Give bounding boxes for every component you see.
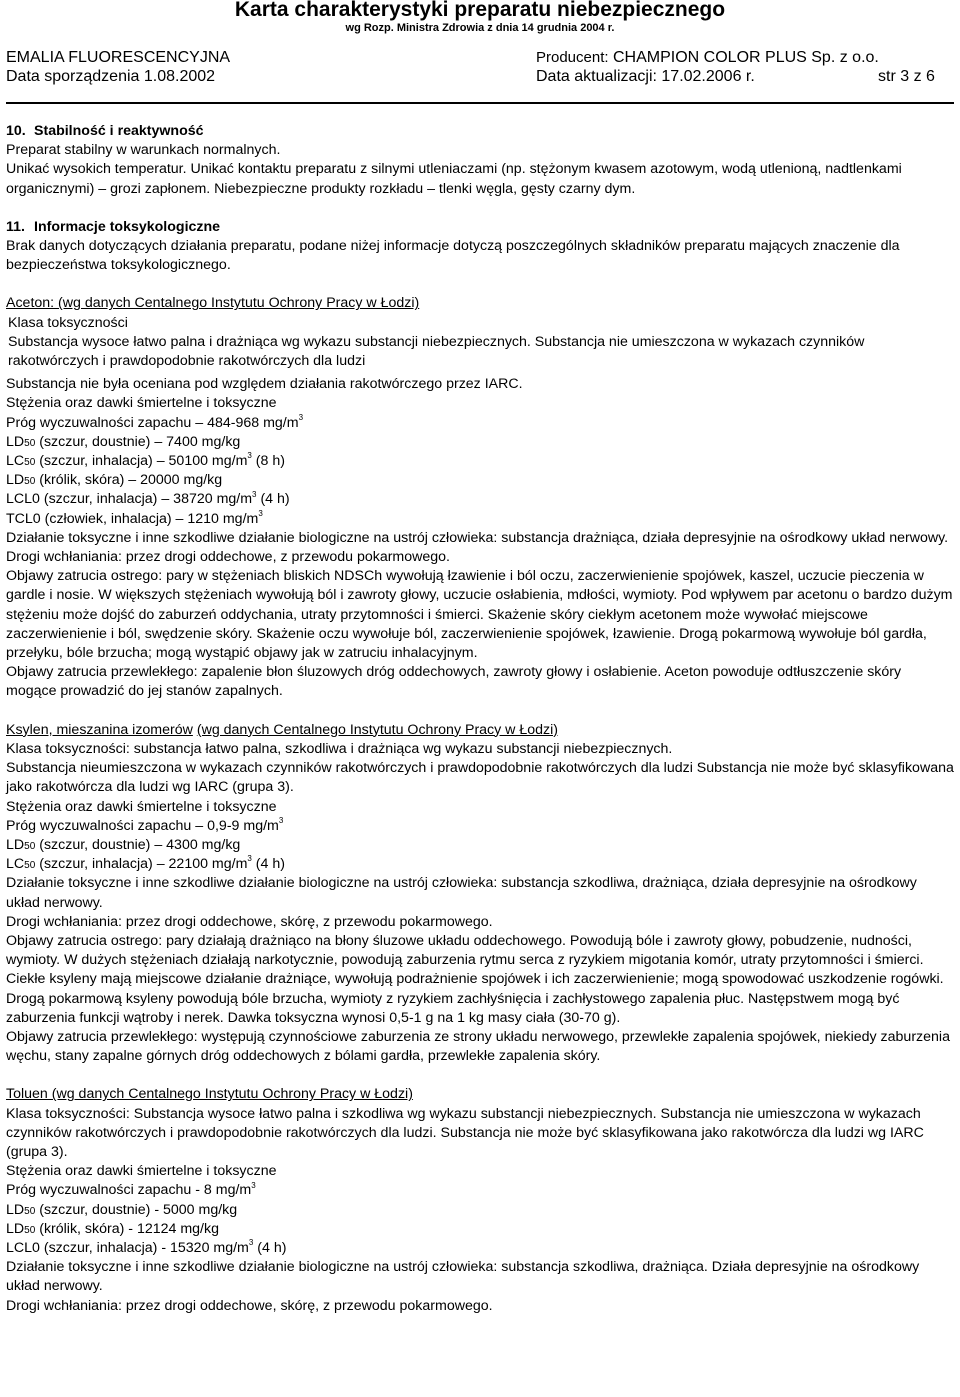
lcl0-inhalation: LCL0 (szczur, inhalacja) – 38720 $mg/m^3$ (4 h) <box>6 489 290 508</box>
ld50-oral: LD50 (szczur, doustnie) – 4300 mg/kg <box>6 836 241 853</box>
chronic-symptoms: Objawy zatrucia przewlekłego: występują czynnościowe zaburzenia ze strony układu nerwowego, przewlekłe zapalenia spojówek, niekiedy zaburzenia węchu, stany zapalne górnych dróg oddechowych z bólami gardła, przewlekłe zapalenia skóry. <box>6 1028 950 1065</box>
paragraph: Unikać wysokich temperatur. Unikać kontaktu preparatu z silnymi utleniaczami (np. stężonym kwasem azotowym, wodą utlenioną, nadtlenkami organicznymi) – grozi zapłonem. Niebezpieczne produkty rozkładu – tlenki węgla, gęsty czarny dym. <box>6 161 902 197</box>
iarc-note: Substancja nie była oceniana pod względem działania rakotwórczego przez IARC. <box>6 376 523 393</box>
ld50-skin: LD50 (królik, skóra) – 20000 mg/kg <box>6 472 223 489</box>
toxic-effect: Działanie toksyczne i inne szkodliwe działanie biologiczne na ustrój człowieka: substancja szkodliwa, drażniąca. Działa depresyjnie na ośrodkowy układ nerwowy. <box>6 1259 920 1295</box>
concentrations-title: Stężenia oraz dawki śmiertelne i toksyczne <box>6 1163 277 1180</box>
odour-threshold: Próg wyczuwalności zapachu – 0,9-9 $mg/m^3$ <box>6 815 284 834</box>
ld50-oral: LD50 (szczur, doustnie) – 7400 mg/kg <box>6 433 241 450</box>
concentrations-title: Stężenia oraz dawki śmiertelne i toksyczne <box>6 798 277 815</box>
section-title: Informacje toksykologiczne <box>34 218 221 235</box>
tcl0-inhalation: TCL0 (człowiek, inhalacja) – 1210 $mg/m^3$ <box>6 508 263 527</box>
ld50-skin: LD50 (królik, skóra) - 12124 mg/kg <box>6 1220 219 1237</box>
producer-label: Producent: <box>536 49 609 66</box>
absorption-routes: Drogi wchłaniania: przez drogi oddechowe, z przewodu pokarmowego. <box>6 549 450 566</box>
document-body <box>6 122 954 1316</box>
lc50-inhalation: LC50 (szczur, inhalacja) – 22100 $mg/m^3$ (4 h) <box>6 854 285 873</box>
updated-date: Data aktualizacji: 17.02.2006 r. <box>536 68 755 85</box>
paragraph: Preparat stabilny w warunkach normalnych. <box>6 142 281 159</box>
section-10-heading <box>6 122 954 141</box>
header-divider <box>6 102 954 104</box>
substance-heading-ksylen: Ksylen, mieszanina izomerów (wg danych Centalnego Instytutu Ochrony Pracy w Łodzi) <box>6 721 559 738</box>
odour-threshold: Próg wyczuwalności zapachu - 8 $mg/m^3$ <box>6 1180 256 1199</box>
section-11-heading <box>6 218 954 237</box>
absorption-routes: Drogi wchłaniania: przez drogi oddechowe, skórę, z przewodu pokarmowego. <box>6 1297 493 1314</box>
carcinogenicity-text: Substancja nieumieszczona w wykazach czynników rakotwórczych i prawdopodobnie rakotwórczych dla ludzi Substancja nie może być sklasyfikowana jako rakotwórcza dla ludzi wg IARC (grupa 3). <box>6 760 954 796</box>
concentrations-title: Stężenia oraz dawki śmiertelne i toksyczne <box>6 395 277 412</box>
toxic-effect: Działanie toksyczne i inne szkodliwe działanie biologiczne na ustrój człowieka: substancja szkodliwa, drażniąca, działa depresyjnie na ośrodkowy układ nerwowy. <box>6 875 917 911</box>
page-number: str 3 z 6 <box>878 68 935 85</box>
substance-heading-toluen: Toluen (wg danych Centalnego Instytutu Ochrony Pracy w Łodzi) <box>6 1086 413 1103</box>
paragraph: Brak danych dotyczących działania preparatu, podane niżej informacje dotyczą poszczególnych składników preparatu mających znaczenie dla bezpieczeństwa toksykologicznego. <box>6 238 900 274</box>
ld50-oral: LD50 (szczur, doustnie) - 5000 mg/kg <box>6 1201 238 1218</box>
document-title: Karta charakterystyki preparatu niebezpiecznego <box>234 0 726 21</box>
document-regulation: wg Rozp. Ministra Zdrowia z dnia 14 grudnia 2004 r. <box>345 22 615 34</box>
substance-heading-aceton: Aceton: (wg danych Centalnego Instytutu Ochrony Pracy w Łodzi) <box>6 295 420 312</box>
product-name: EMALIA FLUORESCENCYJNA <box>6 49 231 66</box>
acute-symptoms: Objawy zatrucia ostrego: pary w stężeniach bliskich NDSCh wywołują łzawienie i ból oczu, zaczerwienienie spojówek, kaszel, uczucie pieczenia w gardle i nosie. W większych stężeniach wywołują ból i zawroty głowy, uczucie osłabienia, mdłości, wymioty. Pod wpływem par acetonu o bardzo dużym stężeniu może dojść do zaburzeń oddychania, utraty przytomności i śmierci. Skażenie skóry ciekłym acetonem może wywołać miejscowe zaczerwienienie i ból, swędzenie skóry. Skażenie oczu wywołuje ból, zaczerwienienie spojówek, łzawienie. Drogą pokarmową wywołuje ból gardła, przełyku, bóle brzucha; mogą wystąpić objawy jak w zatruciu inhalacyjnym. <box>6 568 953 662</box>
producer <box>536 48 879 67</box>
classification-text: Klasa toksyczności: Substancja wysoce łatwo palna i szkodliwa wg wykazu substancji niebezpiecznych. Substancja nie umieszczona w wykazach czynników rakotwórczych i prawdopodobnie rakotwórczych dla ludzi. Substancja nie może być sklasyfikowana jako rakotwórcza dla ludzi wg IARC (grupa 3). <box>6 1105 924 1160</box>
prepared-date: Data sporządzenia 1.08.2002 <box>6 68 216 85</box>
classification-text: Klasa toksyczności: substancja łatwo palna, szkodliwa i drażniąca wg wykazu substancji niebezpiecznych. <box>6 740 673 757</box>
section-title: Stabilność i reaktywność <box>34 123 204 139</box>
lc50-inhalation: LC50 (szczur, inhalacja) – 50100 $mg/m^3$ (8 h) <box>6 451 285 470</box>
absorption-routes: Drogi wchłaniania: przez drogi oddechowe, skórę, z przewodu pokarmowego. <box>6 913 493 930</box>
acute-symptoms: Objawy zatrucia ostrego: pary działają drażniąco na błony śluzowe układu oddechowego. Powodują bóle i zawroty głowy, pobudzenie, nudności, wymioty. W dużych stężeniach działają narkotycznie, powodują zaburzenia rytmu serca z ryzykiem migotania komór, utraty przytomności i śmierci. Ciekłe ksyleny mają miejscowe działanie drażniące, wywołują podrażnienie spojówek i ich zaczerwienienie; mogą spowodować uszkodzenie rogówki. Drogą pokarmową ksyleny powodują bóle brzucha, wymioty z ryzykiem zachłyśnięcia i zachłystowego zapalenia płuc. Następstwem mogą być zaburzenia funkcji wątroby i nerek. Dawka toksyczna wynosi 0,5-1 g na 1 kg masy ciała (30-70 g). <box>6 932 944 1026</box>
section-number: 10. <box>6 123 26 139</box>
classification-label: Klasa toksyczności <box>8 314 128 331</box>
chronic-symptoms: Objawy zatrucia przewlekłego: zapalenie błon śluzowych dróg oddechowych, zawroty głowy i osłabienie. Aceton powoduje odtłuszczenie skóry mogące prowadzić do jej stanów zapalnych. <box>6 664 902 700</box>
producer-name: CHAMPION COLOR PLUS Sp. z o.o. <box>613 49 879 66</box>
classification-text: Substancja wysoce łatwo palna i drażniąca wg wykazu substancji niebezpiecznych. Substancja nie umieszczona w wykazach czynników rakotwórczych i prawdopodobnie rakotwórczych dla ludzi <box>8 333 865 370</box>
lcl0-inhalation: LCL0 (szczur, inhalacja) - 15320 $mg/m^3$ (4 h) <box>6 1238 287 1256</box>
section-number: 11. <box>6 218 25 235</box>
toxic-effect: Działanie toksyczne i inne szkodliwe działanie biologiczne na ustrój człowieka: substancja drażniąca, działa depresyjnie na ośrodkowy układ nerwowy. <box>6 529 949 546</box>
odour-threshold: Próg wyczuwalności zapachu – 484-968 $mg/m^3$ <box>6 412 304 431</box>
